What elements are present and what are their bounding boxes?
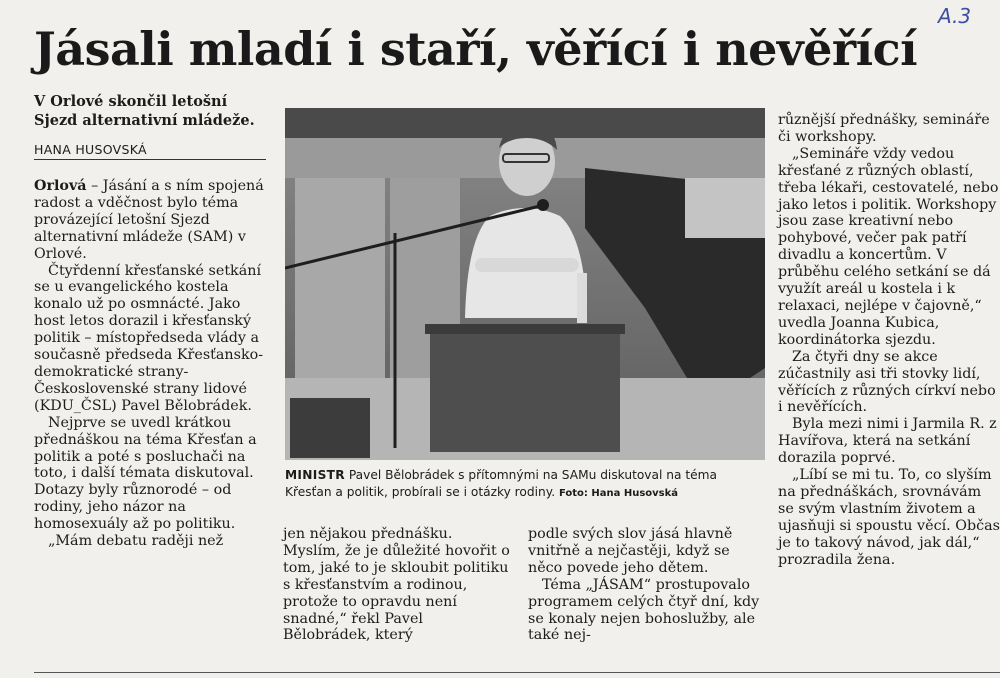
paragraph-3: Nejprve se uvedl krátkou přednáškou na téma Křesťan a politik a poté s posluchači na toto, i další témata diskutoval. Dotazy byly různorodé – od rodiny, jeho názor na homosexuály až po politiku. [34,414,257,533]
caption-lead: MINISTR [285,468,345,482]
article-photo [285,108,765,460]
caption-text: Pavel Bělobrádek s přítomnými na SAMu diskutoval na téma Křesťan a politik, probírali se i otázky rodiny. [285,468,717,499]
paragraph-4: „Mám debatu raději než [48,533,224,550]
paragraph-1-text: – Jásání a s ním spojená radost a vděčnost bylo téma provázející letošní Sjezd alternativní mládeže (SAM) v Orlové. [34,178,264,262]
paragraph-5: jen nějakou přednášku. Myslím, že je důležité hovořit o tom, jaké to je skloubit politiku s křesťanstvím a rodinou, protože to opravdu není snadné,“ řekl Pavel Bělobrádek, který [283,526,510,644]
photo-illustration [285,108,765,460]
paragraph-1 [34,178,266,263]
paragraph-6: podle svých slov jásá hlavně vnitřně a nejčastěji, když se něco povede jeho dětem. [528,526,733,576]
paragraph-2: Čtyřdenní křesťanské setkání se u evangelického kostela konalo už po osmnácté. Jako host letos dorazil i křesťanský politik – místopředseda vlády a současně předseda Křesťansko-demokratické strany-Československé strany lidové (KDU_ČSL) Pavel Bělobrádek. [34,262,264,414]
paragraph-7: Téma „JÁSAM“ prostupovalo programem celých čtyř dní, kdy se konaly nejen bohoslužby, ale také nej- [528,576,760,644]
photo-credit: Foto: Hana Husovská [558,488,679,499]
column-4 [778,112,1000,568]
paragraph-12: „Líbí se mi tu. To, co slyším na přednáškách, srovnávám se svým vlastním životem a ujasňuji si spoustu věcí. Občas je to takový návod, jak dál,“ prozradila žena. [778,467,1000,568]
column-1 [34,178,266,550]
photo-caption [285,467,765,502]
column-3 [528,526,762,644]
bottom-divider [34,672,1000,673]
dateline: Orlová [34,178,87,194]
article-deck: V Orlové skončil letošní Sjezd alternativní mládeže. [34,93,255,129]
byline: HANA HUSOVSKÁ [34,142,266,160]
handwritten-page-mark: A.3 [938,4,972,28]
column-2 [283,526,513,644]
paragraph-9: „Semináře vždy vedou křesťané z různých oblastí, třeba lékaři, cestovatelé, nebo jako letos i politik. Workshopy jsou zase kreativní nebo pohybové, večer pak patří divadlu a koncertům. V průběhu celého setkání se dá využít areál u kostela i k relaxaci, nejlépe v čajovně,“ uvedla Joanna Kubica, koordinátorka sjezdu. [778,145,999,348]
paragraph-8: různější přednášky, semináře či workshopy. [778,112,990,145]
paragraph-11: Byla mezi nimi i Jarmila R. z Havířova, která na setkání dorazila poprvé. [778,416,997,467]
paragraph-10: Za čtyři dny se akce zúčastnily asi tři stovky lidí, věřících z různých církví nebo i nevěřících. [778,348,996,416]
article-headline: Jásali mladí i staří, věřící i nevěřící [34,22,918,76]
